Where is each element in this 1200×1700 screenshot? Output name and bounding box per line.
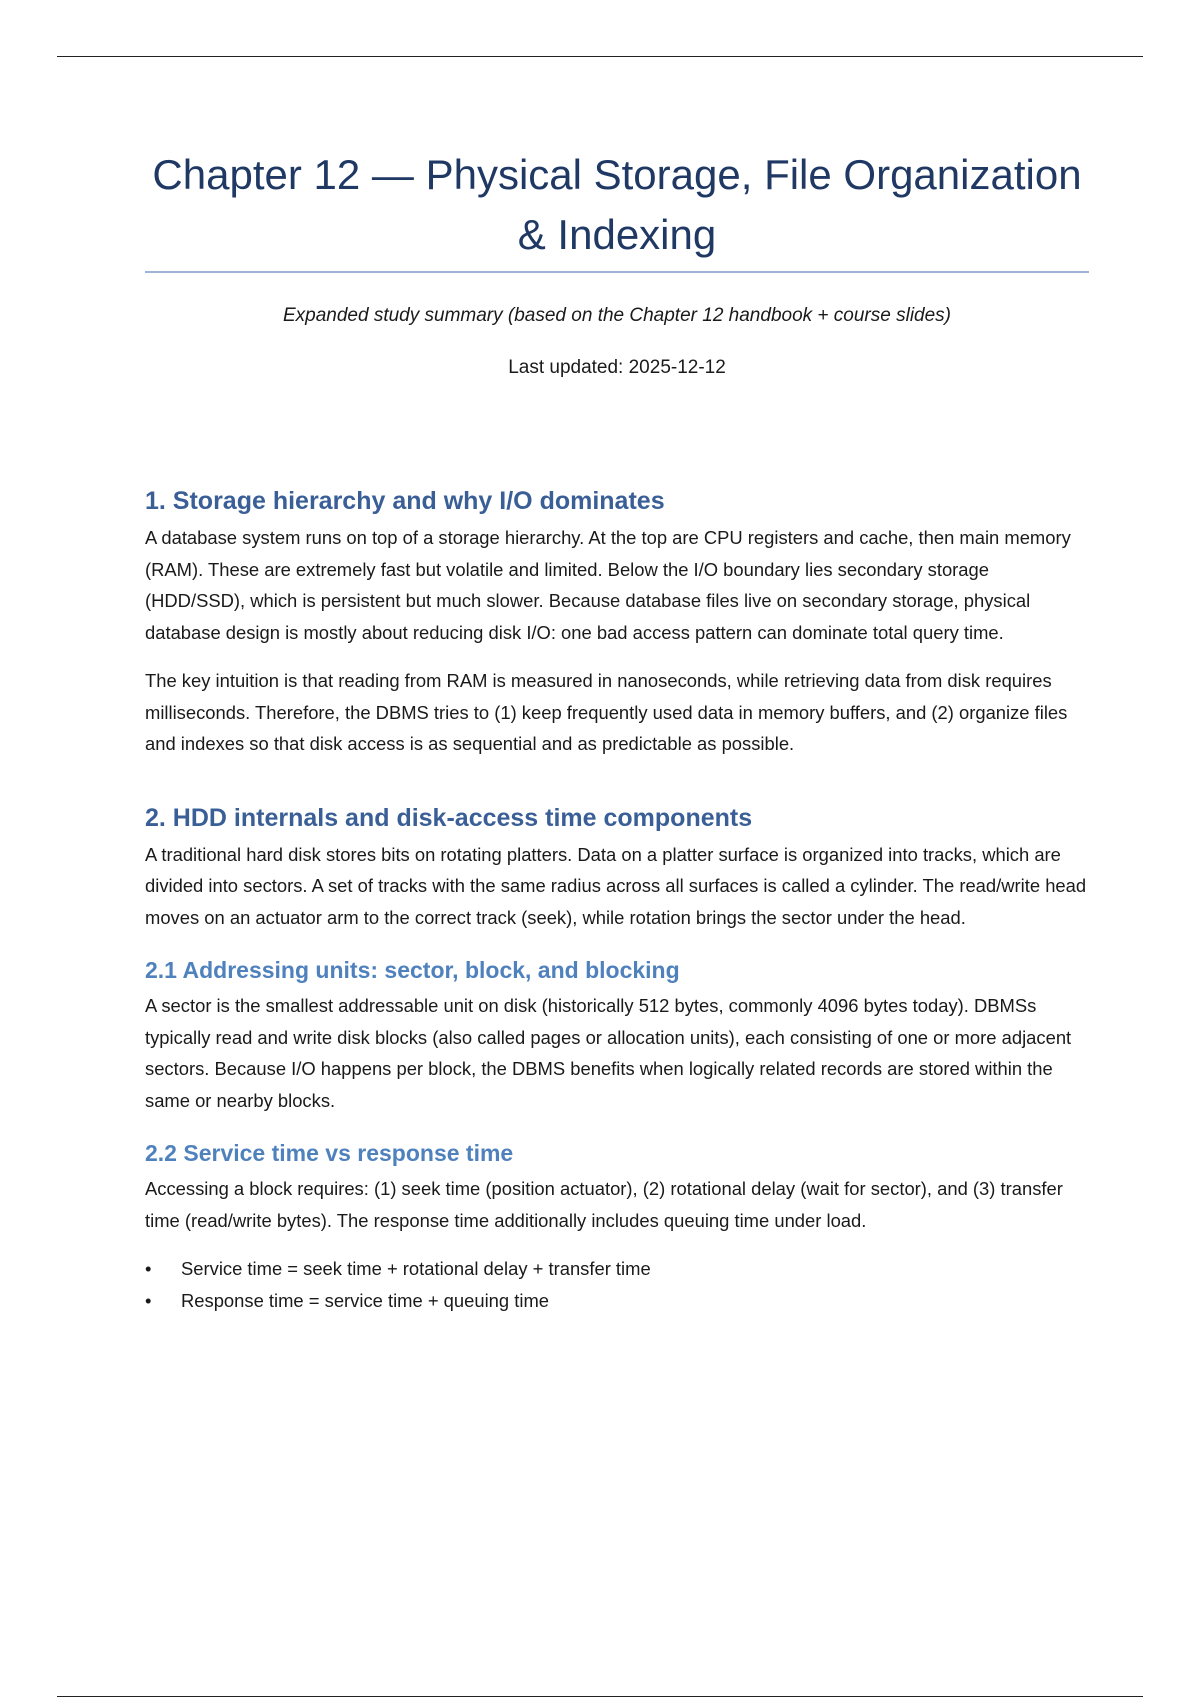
document-body (145, 484, 1090, 1317)
section-heading: 2. HDD internals and disk-access time components (145, 803, 753, 832)
list-item (145, 1253, 1090, 1285)
section-storage-hierarchy (145, 484, 1090, 760)
list-item-text: Response time = service time + queuing time (181, 1290, 549, 1311)
title-underline (145, 271, 1089, 273)
paragraph: Accessing a block requires: (1) seek time (position actuator), (2) rotational delay (wait for sector), and (3) transfer time (read/write bytes). The response time additionally includes queuing time under load. (145, 1178, 1063, 1231)
subsection-addressing-units (145, 954, 1090, 1116)
page-header-rule (57, 56, 1143, 57)
page-footer-rule (57, 1696, 1143, 1697)
paragraph: The key intuition is that reading from RAM is measured in nanoseconds, while retrieving data from disk requires milliseconds. Therefore, the DBMS tries to (1) keep frequently used data in memory buffers, and (2) organize files and indexes so that disk access is as sequential and as predictable as possible. (145, 670, 1068, 754)
paragraph: A traditional hard disk stores bits on rotating platters. Data on a platter surface is organized into tracks, which are divided into sectors. A set of tracks with the same radius across all surfaces is called a cylinder. The read/write head moves on an actuator arm to the correct track (seek), while rotation brings the sector under the head. (145, 843, 1087, 928)
document-subtitle: Expanded study summary (based on the Chapter 12 handbook + course slides) (282, 305, 952, 326)
document-title: Chapter 12 — Physical Storage, File Organization & Indexing (152, 151, 1082, 258)
section-heading: 1. Storage hierarchy and why I/O dominates (145, 487, 665, 515)
paragraph: A sector is the smallest addressable unit on disk (historically 512 bytes, commonly 4096 bytes today). DBMSs typically read and write disk blocks (also called pages or allocation units), each consisting of one or more adjacent sectors. Because I/O happens per block, the DBMS benefits when logically related records are stored within the same or nearby blocks. (145, 995, 1072, 1111)
bullet-icon: • (145, 1290, 152, 1311)
list-item-text: Service time = seek time + rotational delay + transfer time (181, 1258, 651, 1279)
paragraph: A database system runs on top of a storage hierarchy. At the top are CPU registers and cache, then main memory (RAM). These are extremely fast but volatile and limited. Below the I/O boundary lies secondary storage (HDD/SSD), which is persistent but much slower. Because database files live on secondary storage, physical database design is mostly about reducing disk I/O: one bad access pattern can dominate total query time. (145, 527, 1071, 643)
subsection-heading: 2.1 Addressing units: sector, block, and blocking (145, 957, 680, 983)
subsection-service-time (145, 1137, 1090, 1317)
last-updated: Last updated: 2025-12-12 (508, 357, 726, 378)
bullet-list (145, 1253, 1090, 1317)
list-item (145, 1285, 1090, 1317)
subsection-heading: 2.2 Service time vs response time (145, 1140, 514, 1166)
section-hdd-internals (145, 801, 1090, 1318)
bullet-icon: • (145, 1258, 152, 1279)
